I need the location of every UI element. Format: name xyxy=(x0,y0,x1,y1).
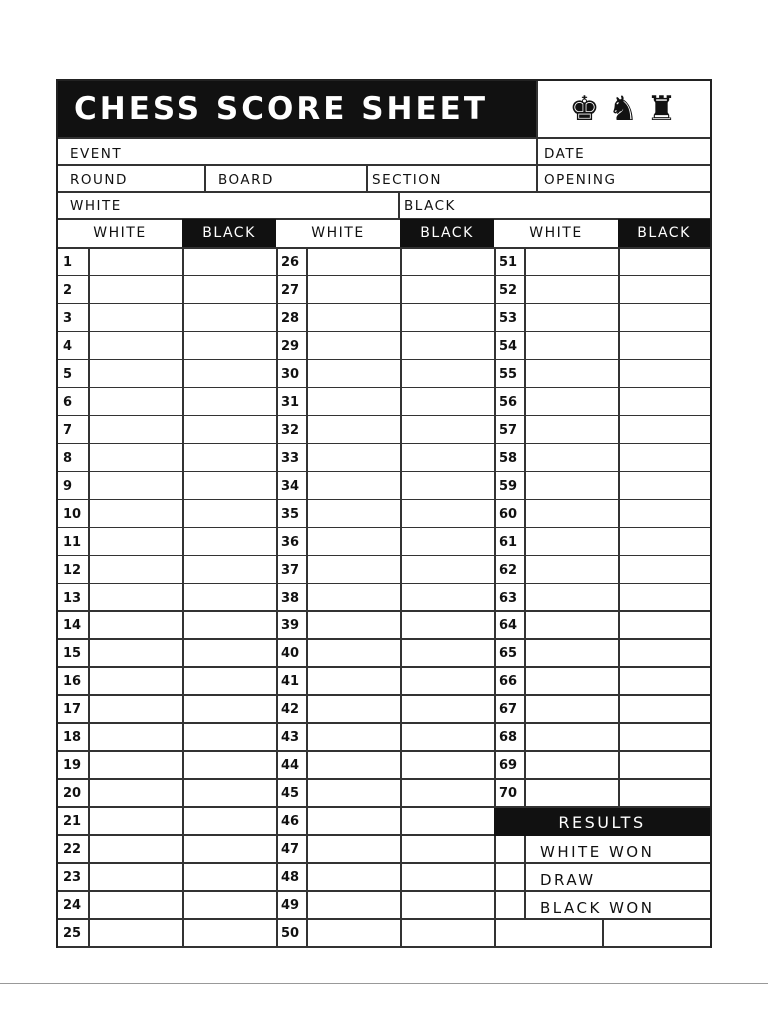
black-move-cell[interactable] xyxy=(184,501,274,525)
white-move-cell[interactable] xyxy=(90,529,180,553)
black-move-cell[interactable] xyxy=(184,473,274,497)
move-number: 38 xyxy=(281,590,300,606)
move-number: 63 xyxy=(499,590,518,606)
black-move-cell[interactable] xyxy=(184,249,274,273)
move-number: 44 xyxy=(281,758,300,774)
white-move-cell[interactable] xyxy=(308,249,398,273)
black-move-cell[interactable] xyxy=(620,445,710,469)
black-move-cell[interactable] xyxy=(402,864,492,888)
white-move-cell[interactable] xyxy=(526,249,616,273)
white-move-cell[interactable] xyxy=(308,696,398,720)
black-move-cell[interactable] xyxy=(184,557,274,581)
move-number: 52 xyxy=(499,282,518,298)
black-move-cell[interactable] xyxy=(620,612,710,636)
black-move-cell[interactable] xyxy=(620,389,710,413)
white-move-cell[interactable] xyxy=(526,389,616,413)
move-number: 25 xyxy=(63,926,82,942)
move-number: 51 xyxy=(499,255,518,270)
move-number: 46 xyxy=(281,814,300,830)
white-move-cell[interactable] xyxy=(308,920,398,944)
black-move-cell[interactable] xyxy=(402,445,492,469)
black-move-cell[interactable] xyxy=(184,668,274,692)
move-number: 17 xyxy=(63,702,82,718)
black-move-cell[interactable] xyxy=(402,836,492,860)
black-move-cell[interactable] xyxy=(402,277,492,301)
white-move-cell[interactable] xyxy=(90,864,180,888)
col-header-black-1: BLACK xyxy=(182,219,276,247)
white-move-cell[interactable] xyxy=(526,640,616,664)
white-move-cell[interactable] xyxy=(526,557,616,581)
row-divider xyxy=(58,946,494,948)
score-sheet xyxy=(56,79,712,948)
move-number: 64 xyxy=(499,618,518,634)
move-number: 40 xyxy=(281,646,300,662)
move-number: 54 xyxy=(499,338,518,354)
white-move-cell[interactable] xyxy=(308,640,398,664)
result-draw-checkbox[interactable] xyxy=(495,865,525,891)
black-move-cell[interactable] xyxy=(620,529,710,553)
black-move-cell[interactable] xyxy=(184,389,274,413)
black-move-cell[interactable] xyxy=(184,724,274,748)
white-move-cell[interactable] xyxy=(90,780,180,804)
white-move-cell[interactable] xyxy=(308,752,398,776)
result-draw-label: DRAW xyxy=(540,871,596,889)
white-move-cell[interactable] xyxy=(90,696,180,720)
move-number: 32 xyxy=(281,422,300,438)
white-move-cell[interactable] xyxy=(526,445,616,469)
move-number: 67 xyxy=(499,702,518,718)
white-move-cell[interactable] xyxy=(308,612,398,636)
white-move-cell[interactable] xyxy=(90,808,180,832)
move-number: 66 xyxy=(499,674,518,690)
white-move-cell[interactable] xyxy=(90,752,180,776)
black-move-cell[interactable] xyxy=(184,529,274,553)
white-move-cell[interactable] xyxy=(308,864,398,888)
white-move-cell[interactable] xyxy=(526,752,616,776)
white-move-cell[interactable] xyxy=(308,361,398,385)
black-move-cell[interactable] xyxy=(184,780,274,804)
black-move-cell[interactable] xyxy=(620,668,710,692)
white-move-cell[interactable] xyxy=(308,501,398,525)
move-number: 3 xyxy=(63,310,73,326)
black-move-cell[interactable] xyxy=(184,696,274,720)
results-heading: RESULTS xyxy=(494,808,710,836)
section-field[interactable] xyxy=(458,166,532,190)
move-number: 33 xyxy=(281,450,300,466)
column-divider xyxy=(602,918,604,946)
white-move-cell[interactable] xyxy=(90,473,180,497)
move-number: 50 xyxy=(281,926,300,942)
black-move-cell[interactable] xyxy=(402,920,492,944)
section-label: SECTION xyxy=(372,172,442,188)
white-move-cell[interactable] xyxy=(308,836,398,860)
white-move-cell[interactable] xyxy=(526,305,616,329)
col-header-black-2: BLACK xyxy=(400,219,494,247)
black-move-cell[interactable] xyxy=(402,585,492,609)
move-number: 41 xyxy=(281,674,300,690)
col-header-white-2: WHITE xyxy=(311,225,365,241)
black-move-cell[interactable] xyxy=(184,417,274,441)
black-move-cell[interactable] xyxy=(620,417,710,441)
white-move-cell[interactable] xyxy=(308,333,398,357)
white-move-cell[interactable] xyxy=(526,668,616,692)
black-move-cell[interactable] xyxy=(620,361,710,385)
col-header-white-3: WHITE xyxy=(529,225,583,241)
white-move-cell[interactable] xyxy=(526,501,616,525)
move-number: 48 xyxy=(281,870,300,886)
move-number: 11 xyxy=(63,534,82,550)
black-move-cell[interactable] xyxy=(184,277,274,301)
black-move-cell[interactable] xyxy=(184,612,274,636)
col-header-black-3: BLACK xyxy=(618,219,710,247)
opening-label: OPENING xyxy=(544,172,617,188)
move-number: 61 xyxy=(499,534,518,550)
king-icon: ♚ xyxy=(569,89,600,129)
result-black-won-checkbox[interactable] xyxy=(495,893,525,919)
move-number: 70 xyxy=(499,786,518,802)
white-move-cell[interactable] xyxy=(526,277,616,301)
row-divider xyxy=(494,862,710,864)
white-move-cell[interactable] xyxy=(90,249,180,273)
move-number: 34 xyxy=(281,478,300,494)
event-label: EVENT xyxy=(70,146,123,162)
row-divider xyxy=(494,890,710,892)
move-number: 39 xyxy=(281,618,300,634)
move-number: 42 xyxy=(281,702,300,718)
result-white-won-label: WHITE WON xyxy=(540,843,655,861)
move-number: 1 xyxy=(63,255,73,270)
black-move-cell[interactable] xyxy=(402,473,492,497)
black-move-cell[interactable] xyxy=(402,696,492,720)
black-move-cell[interactable] xyxy=(184,585,274,609)
move-number: 37 xyxy=(281,562,300,578)
move-number: 68 xyxy=(499,730,518,746)
white-move-cell[interactable] xyxy=(308,724,398,748)
white-move-cell[interactable] xyxy=(308,417,398,441)
white-move-cell[interactable] xyxy=(90,892,180,916)
black-move-cell[interactable] xyxy=(184,333,274,357)
white-move-cell[interactable] xyxy=(526,417,616,441)
move-number: 35 xyxy=(281,506,300,522)
white-move-cell[interactable] xyxy=(308,277,398,301)
move-number: 12 xyxy=(63,562,82,578)
white-move-cell[interactable] xyxy=(526,696,616,720)
black-move-cell[interactable] xyxy=(620,696,710,720)
move-number: 21 xyxy=(63,814,82,830)
move-number: 19 xyxy=(63,758,82,774)
black-move-cell[interactable] xyxy=(184,892,274,916)
white-move-cell[interactable] xyxy=(90,305,180,329)
black-move-cell[interactable] xyxy=(402,724,492,748)
black-move-cell[interactable] xyxy=(402,808,492,832)
white-move-cell[interactable] xyxy=(308,668,398,692)
white-move-cell[interactable] xyxy=(526,724,616,748)
white-move-cell[interactable] xyxy=(526,361,616,385)
move-number: 45 xyxy=(281,786,300,802)
move-number: 62 xyxy=(499,562,518,578)
move-number: 10 xyxy=(63,506,82,522)
black-move-cell[interactable] xyxy=(620,277,710,301)
black-move-cell[interactable] xyxy=(184,808,274,832)
knight-icon: ♞ xyxy=(607,89,639,129)
move-number: 28 xyxy=(281,310,300,326)
black-move-cell[interactable] xyxy=(402,529,492,553)
white-move-cell[interactable] xyxy=(526,585,616,609)
white-move-cell[interactable] xyxy=(526,529,616,553)
white-move-cell[interactable] xyxy=(90,277,180,301)
white-move-cell[interactable] xyxy=(308,892,398,916)
move-number: 5 xyxy=(63,366,73,382)
white-move-cell[interactable] xyxy=(308,389,398,413)
black-move-cell[interactable] xyxy=(184,305,274,329)
page-title: CHESS SCORE SHEET xyxy=(58,81,536,137)
move-number: 47 xyxy=(281,842,300,858)
white-move-cell[interactable] xyxy=(90,668,180,692)
page-bottom-rule xyxy=(0,983,768,984)
white-move-cell[interactable] xyxy=(90,724,180,748)
black-move-cell[interactable] xyxy=(184,836,274,860)
black-move-cell[interactable] xyxy=(620,640,710,664)
white-move-cell[interactable] xyxy=(90,557,180,581)
row-divider xyxy=(494,946,710,948)
black-move-cell[interactable] xyxy=(402,361,492,385)
white-move-cell[interactable] xyxy=(308,557,398,581)
white-move-cell[interactable] xyxy=(308,585,398,609)
white-move-cell[interactable] xyxy=(90,361,180,385)
board-label: BOARD xyxy=(218,172,274,188)
black-move-cell[interactable] xyxy=(620,249,710,273)
white-move-cell[interactable] xyxy=(526,473,616,497)
move-number: 18 xyxy=(63,730,82,746)
black-move-cell[interactable] xyxy=(184,920,274,944)
move-number: 57 xyxy=(499,422,518,438)
round-field[interactable] xyxy=(142,166,200,190)
date-field[interactable] xyxy=(598,139,706,163)
white-move-cell[interactable] xyxy=(526,780,616,804)
move-number: 15 xyxy=(63,646,82,662)
black-move-cell[interactable] xyxy=(402,389,492,413)
black-move-cell[interactable] xyxy=(184,445,274,469)
move-number: 14 xyxy=(63,618,82,634)
move-number: 36 xyxy=(281,534,300,550)
black-move-cell[interactable] xyxy=(620,585,710,609)
move-number: 13 xyxy=(63,590,82,606)
column-divider xyxy=(524,247,526,806)
black-move-cell[interactable] xyxy=(402,501,492,525)
move-number: 4 xyxy=(63,338,73,354)
white-move-cell[interactable] xyxy=(90,333,180,357)
result-black-won-label: BLACK WON xyxy=(540,899,655,917)
round-label: ROUND xyxy=(70,172,128,188)
black-move-cell[interactable] xyxy=(402,333,492,357)
black-move-cell[interactable] xyxy=(184,752,274,776)
white-move-cell[interactable] xyxy=(90,389,180,413)
black-move-cell[interactable] xyxy=(184,361,274,385)
white-move-cell[interactable] xyxy=(308,780,398,804)
black-move-cell[interactable] xyxy=(402,780,492,804)
opening-field[interactable] xyxy=(636,166,706,190)
move-number: 8 xyxy=(63,450,73,466)
move-number: 58 xyxy=(499,450,518,466)
event-field[interactable] xyxy=(178,139,528,163)
move-number: 65 xyxy=(499,646,518,662)
move-number: 69 xyxy=(499,758,518,774)
date-label: DATE xyxy=(544,146,586,162)
move-number: 2 xyxy=(63,282,73,298)
black-move-cell[interactable] xyxy=(402,640,492,664)
black-player-label: BLACK xyxy=(404,198,456,214)
black-move-cell[interactable] xyxy=(402,249,492,273)
black-player-field[interactable] xyxy=(470,193,706,217)
black-move-cell[interactable] xyxy=(402,557,492,581)
rook-icon: ♜ xyxy=(646,89,677,129)
move-number: 22 xyxy=(63,842,82,858)
move-number: 30 xyxy=(281,366,300,382)
move-number: 7 xyxy=(63,422,73,438)
black-move-cell[interactable] xyxy=(620,501,710,525)
white-move-cell[interactable] xyxy=(308,529,398,553)
move-number: 26 xyxy=(281,255,300,270)
move-grid xyxy=(58,247,710,946)
black-move-cell[interactable] xyxy=(620,557,710,581)
chess-icons xyxy=(536,81,710,137)
white-move-cell[interactable] xyxy=(308,305,398,329)
black-move-cell[interactable] xyxy=(620,305,710,329)
move-number: 27 xyxy=(281,282,300,298)
black-move-cell[interactable] xyxy=(184,640,274,664)
move-number: 60 xyxy=(499,506,518,522)
move-number: 9 xyxy=(63,478,73,494)
black-move-cell[interactable] xyxy=(402,417,492,441)
white-move-cell[interactable] xyxy=(526,333,616,357)
move-number: 24 xyxy=(63,898,82,914)
white-move-cell[interactable] xyxy=(90,836,180,860)
black-move-cell[interactable] xyxy=(402,612,492,636)
white-move-cell[interactable] xyxy=(90,445,180,469)
move-number: 6 xyxy=(63,394,73,410)
white-move-cell[interactable] xyxy=(90,417,180,441)
move-number: 31 xyxy=(281,394,300,410)
move-number: 16 xyxy=(63,674,82,690)
move-number: 23 xyxy=(63,870,82,886)
black-move-cell[interactable] xyxy=(402,892,492,916)
black-move-cell[interactable] xyxy=(620,333,710,357)
black-move-cell[interactable] xyxy=(402,668,492,692)
white-move-cell[interactable] xyxy=(308,473,398,497)
move-number: 59 xyxy=(499,478,518,494)
move-number: 55 xyxy=(499,366,518,382)
board-field[interactable] xyxy=(288,166,362,190)
black-move-cell[interactable] xyxy=(620,780,710,804)
col-header-white-1: WHITE xyxy=(93,225,147,241)
white-move-cell[interactable] xyxy=(90,640,180,664)
move-number: 20 xyxy=(63,786,82,802)
black-move-cell[interactable] xyxy=(184,864,274,888)
move-number: 53 xyxy=(499,310,518,326)
move-number: 49 xyxy=(281,898,300,914)
white-move-cell[interactable] xyxy=(90,501,180,525)
column-divider xyxy=(618,247,620,806)
white-move-cell[interactable] xyxy=(308,808,398,832)
white-move-cell[interactable] xyxy=(308,445,398,469)
move-number: 29 xyxy=(281,338,300,354)
black-move-cell[interactable] xyxy=(402,305,492,329)
white-move-cell[interactable] xyxy=(526,612,616,636)
white-move-cell[interactable] xyxy=(90,585,180,609)
white-player-field[interactable] xyxy=(138,193,394,217)
white-move-cell[interactable] xyxy=(90,612,180,636)
white-player-label: WHITE xyxy=(70,198,122,214)
column-divider xyxy=(276,247,278,946)
black-move-cell[interactable] xyxy=(620,724,710,748)
move-number: 43 xyxy=(281,730,300,746)
white-move-cell[interactable] xyxy=(90,920,180,944)
black-move-cell[interactable] xyxy=(402,752,492,776)
black-move-cell[interactable] xyxy=(620,473,710,497)
move-number: 56 xyxy=(499,394,518,410)
result-white-won-checkbox[interactable] xyxy=(495,837,525,863)
black-move-cell[interactable] xyxy=(620,752,710,776)
